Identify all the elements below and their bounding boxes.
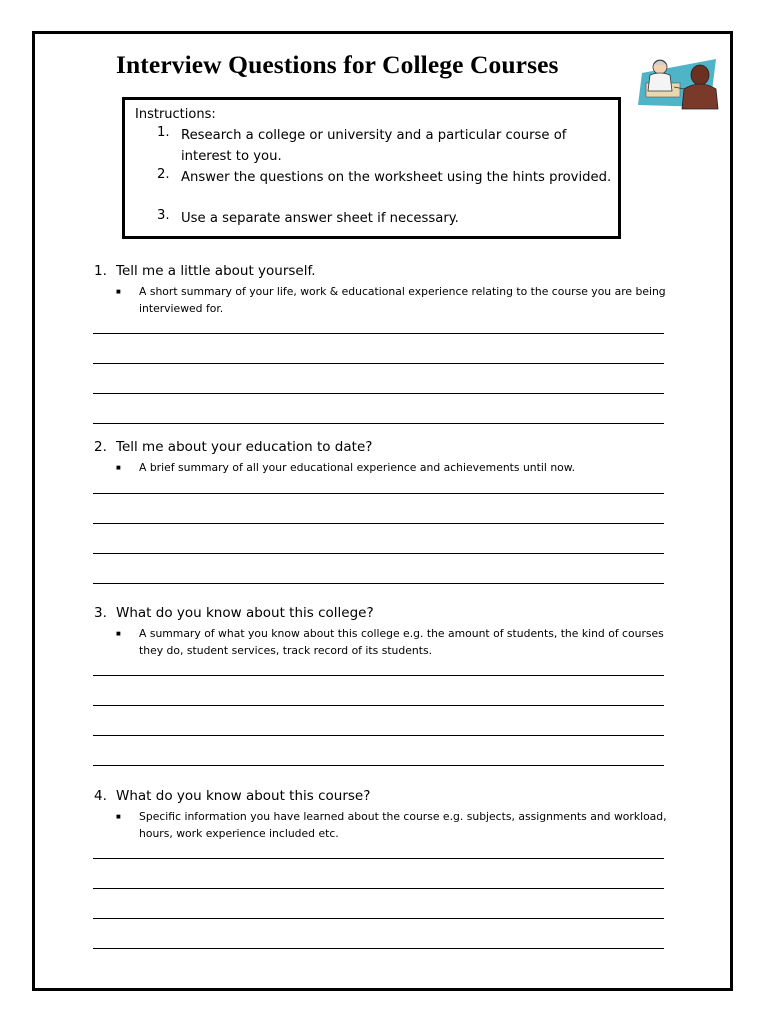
instructions-heading: Instructions: bbox=[135, 107, 216, 122]
page-title: Interview Questions for College Courses bbox=[116, 50, 559, 79]
answer-line[interactable] bbox=[93, 423, 664, 424]
question-text: What do you know about this course? bbox=[116, 788, 371, 804]
answer-line[interactable] bbox=[93, 493, 664, 494]
answer-line[interactable] bbox=[93, 858, 664, 859]
square-bullet-icon: ■ bbox=[116, 287, 121, 296]
question-hint: A short summary of your life, work & educational experience relating to the course you are being interviewed for. bbox=[139, 285, 666, 315]
question-text: Tell me about your education to date? bbox=[116, 439, 373, 455]
question-number: 1. bbox=[94, 263, 107, 279]
instruction-number: 2. bbox=[157, 167, 170, 182]
interview-clipart-icon bbox=[638, 53, 720, 111]
instruction-text: Research a college or university and a particular course of interest to you. bbox=[181, 128, 567, 164]
question-number: 3. bbox=[94, 605, 107, 621]
answer-line[interactable] bbox=[93, 583, 664, 584]
answer-line[interactable] bbox=[93, 363, 664, 364]
question-hint: A summary of what you know about this college e.g. the amount of students, the kind of courses they do, student services, track record of its students. bbox=[139, 627, 664, 657]
answer-line[interactable] bbox=[93, 765, 664, 766]
question-text: What do you know about this college? bbox=[116, 605, 374, 621]
answer-line[interactable] bbox=[93, 705, 664, 706]
answer-line[interactable] bbox=[93, 735, 664, 736]
instruction-number: 1. bbox=[157, 125, 170, 140]
instructions-box bbox=[122, 97, 621, 239]
answer-line[interactable] bbox=[93, 948, 664, 949]
answer-line[interactable] bbox=[93, 523, 664, 524]
question-hint: A brief summary of all your educational experience and achievements until now. bbox=[139, 461, 576, 474]
instruction-text: Use a separate answer sheet if necessary. bbox=[181, 211, 459, 226]
question-number: 2. bbox=[94, 439, 107, 455]
question-number: 4. bbox=[94, 788, 107, 804]
answer-line[interactable] bbox=[93, 393, 664, 394]
square-bullet-icon: ■ bbox=[116, 463, 121, 472]
answer-line[interactable] bbox=[93, 918, 664, 919]
answer-line[interactable] bbox=[93, 675, 664, 676]
answer-line[interactable] bbox=[93, 553, 664, 554]
answer-line[interactable] bbox=[93, 888, 664, 889]
instruction-number: 3. bbox=[157, 208, 170, 223]
instruction-text: Answer the questions on the worksheet using the hints provided. bbox=[181, 170, 612, 185]
square-bullet-icon: ■ bbox=[116, 812, 121, 821]
question-text: Tell me a little about yourself. bbox=[116, 263, 316, 279]
question-hint: Specific information you have learned about the course e.g. subjects, assignments and workload, hours, work experience included etc. bbox=[139, 810, 667, 840]
square-bullet-icon: ■ bbox=[116, 629, 121, 638]
answer-line[interactable] bbox=[93, 333, 664, 334]
